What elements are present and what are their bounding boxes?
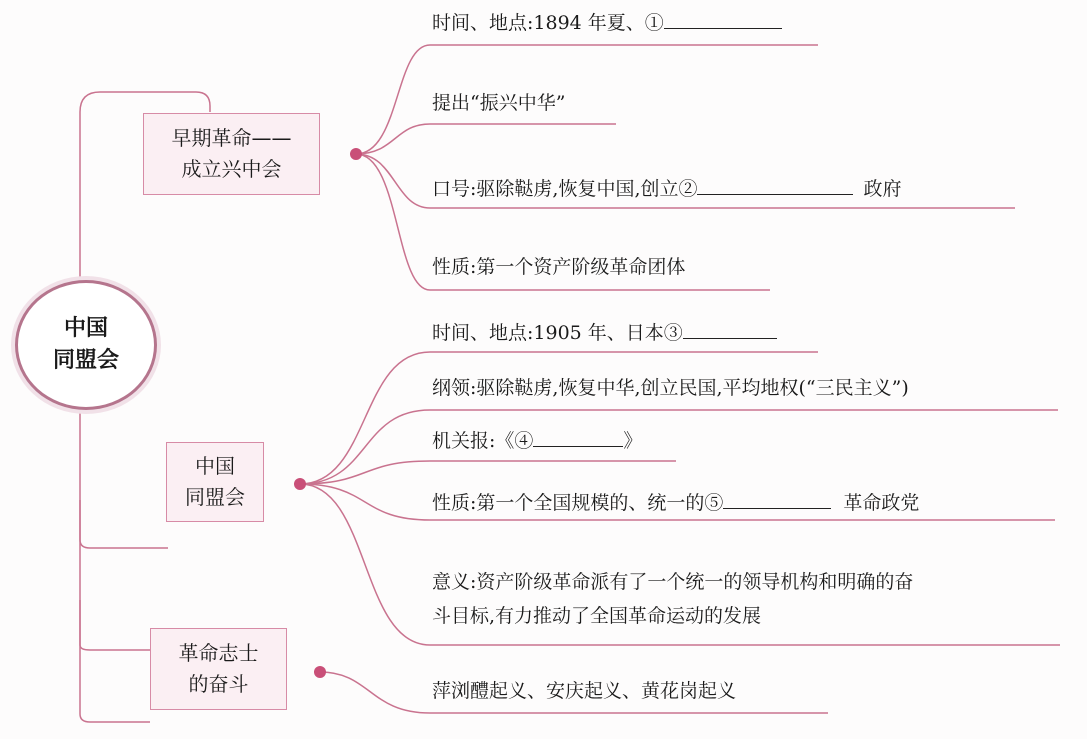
branch-label-line1: 早期革命—— [171,126,292,150]
leaf-b2-nature: 性质:第一个全国规模的、统一的⑤ 革命政党 [432,486,919,518]
b2-wire-1 [300,352,818,484]
root-label-line1: 中国 [63,316,108,341]
trunk-branch3 [80,600,150,650]
fill-blank-3[interactable] [683,316,777,339]
branch-revolutionaries [150,628,287,710]
leaf-b1-nature: 性质:第一个资产阶级革命团体 [432,256,686,278]
b3-node-dot [314,666,326,678]
trunk-branch2 [80,500,168,548]
leaf-b1-time-place: 时间、地点:1894 年夏、① [432,6,782,38]
root-node [15,280,157,410]
fill-blank-5[interactable] [723,486,831,509]
fill-blank-2[interactable] [697,172,853,195]
branch-label-line2: 成立兴中会 [181,157,282,181]
leaf-b3-uprisings: 萍浏醴起义、安庆起义、黄花岗起义 [432,680,737,702]
b2-wire-3 [300,461,676,484]
b2-node-dot [294,478,306,490]
b1-node-dot [350,148,362,160]
fill-blank-1[interactable] [664,6,782,29]
b1-wire-2 [356,124,616,154]
branch-tongmenghui [166,442,264,522]
leaf-b1-slogan-zhenxing: 提出“振兴中华” [432,92,566,114]
leaf-b1-slogan: 口号:驱除鞑虏,恢复中国,创立② 政府 [432,172,902,204]
leaf-b2-newspaper: 机关报:《④ 》 [432,424,642,456]
b1-wire-1 [356,45,818,154]
root-label-line2: 同盟会 [52,348,119,373]
leaf-b2-program: 纲领:驱除鞑虏,恢复中华,创立民国,平均地权(“三民主义”) [432,377,909,399]
branch-label-line2: 同盟会 [185,485,245,509]
b2-wire-2 [300,410,1058,484]
leaf-b2-significance: 意义:资产阶级革命派有了一个统一的领导机构和明确的奋 斗目标,有力推动了全国革命运动的发展 [432,571,914,627]
trunk-line-lower [80,410,150,722]
branch-early-revolution [143,113,320,195]
branch-label-line2: 的奋斗 [188,672,249,696]
fill-blank-4[interactable] [533,424,623,447]
branch-label-line1: 中国 [195,454,235,478]
leaf-b2-time-place: 时间、地点:1905 年、日本③ [432,316,777,348]
branch-label-line1: 革命志士 [178,641,259,665]
